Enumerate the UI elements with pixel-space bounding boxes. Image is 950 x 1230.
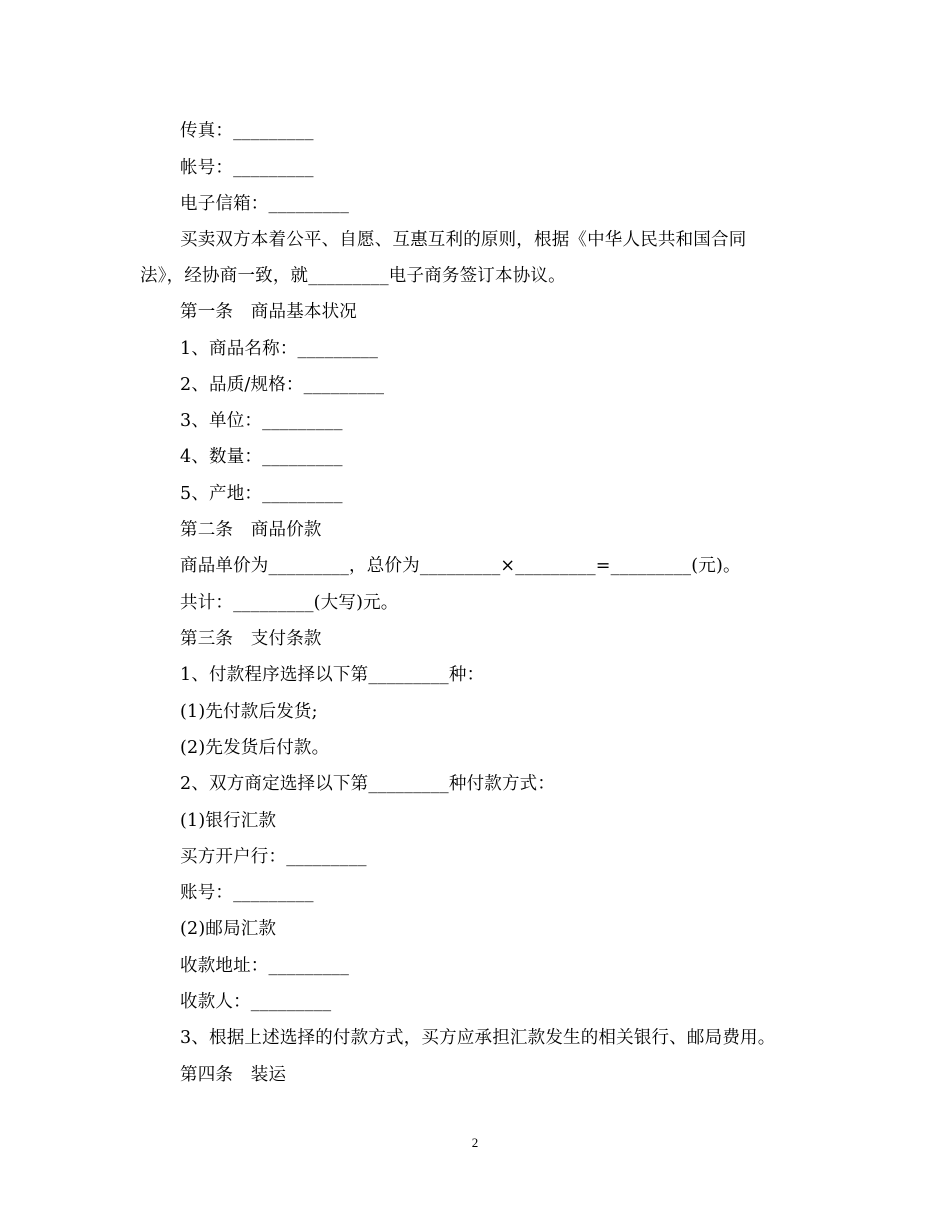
payment-option-2: (2)先发货后付款。: [180, 738, 330, 758]
page-number: 2: [471, 1135, 479, 1150]
preamble-line-1: 买卖双方本着公平、自愿、互惠互利的原则，根据《中华人民共和国合同: [180, 230, 747, 250]
total-line: 共计：_________(大写)元。: [180, 593, 399, 613]
price-line: 商品单价为_________，总价为_________×_________=_________(元)。: [180, 556, 741, 576]
receiving-address-line: 收款地址：_________: [180, 956, 350, 976]
article-1-heading: 第一条 商品基本状况: [180, 302, 357, 322]
article-3-heading: 第三条 支付条款: [180, 629, 322, 649]
article-4-heading: 第四条 装运: [180, 1065, 287, 1085]
bank-transfer-line: (1)银行汇款: [180, 811, 277, 831]
origin-line: 5、产地：_________: [180, 484, 343, 504]
payment-option-1: (1)先付款后发货;: [180, 702, 318, 722]
quality-spec-line: 2、品质/规格：_________: [180, 375, 385, 395]
postal-transfer-line: (2)邮局汇款: [180, 919, 277, 939]
quantity-line: 4、数量：_________: [180, 447, 343, 467]
fees-line: 3、根据上述选择的付款方式，买方应承担汇款发生的相关银行、邮局费用。: [180, 1028, 776, 1048]
unit-line: 3、单位：_________: [180, 411, 343, 431]
payment-procedure-line: 1、付款程序选择以下第_________种：: [180, 665, 485, 685]
bank-account-line: 账号：_________: [180, 883, 314, 903]
account-line: 帐号：_________: [180, 158, 314, 178]
payee-line: 收款人：_________: [180, 992, 332, 1012]
email-line: 电子信箱：_________: [180, 194, 350, 214]
payment-method-line: 2、双方商定选择以下第_________种付款方式：: [180, 774, 556, 794]
preamble-line-2: 法》，经协商一致，就_________电子商务签订本协议。: [140, 266, 566, 286]
fax-line: 传真：_________: [180, 121, 314, 141]
buyer-bank-line: 买方开户行：_________: [180, 847, 367, 867]
article-2-heading: 第二条 商品价款: [180, 520, 322, 540]
product-name-line: 1、商品名称：_________: [180, 339, 379, 359]
